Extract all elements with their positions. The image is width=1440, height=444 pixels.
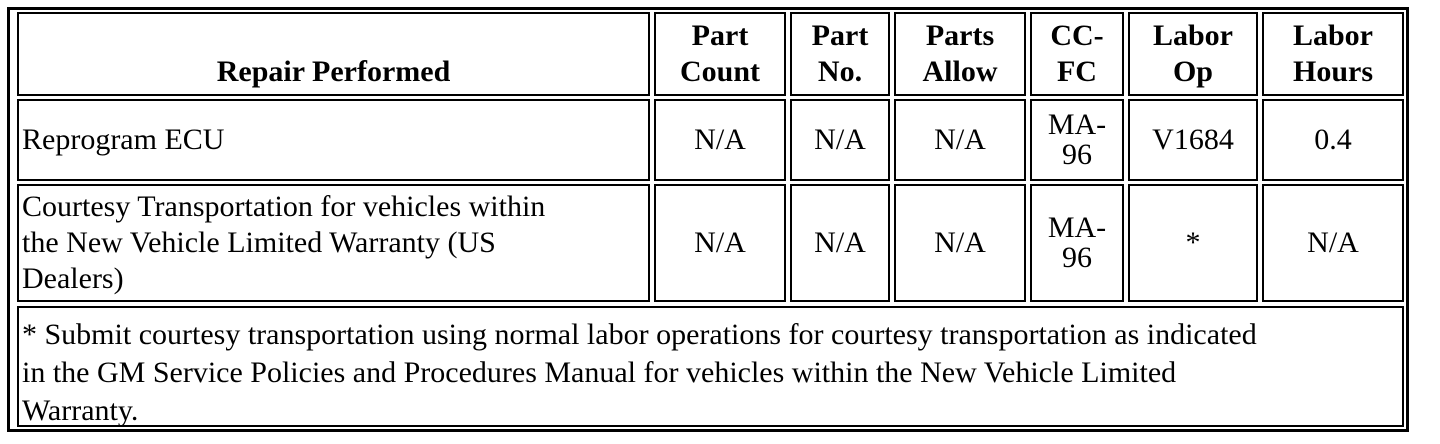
row1-labor-op [1128,99,1258,181]
row1-cc-fc-line1: MA- [1047,108,1107,141]
header-part-no [790,12,890,96]
row1-cc-fc [1030,99,1124,181]
row2-part-count [654,184,786,302]
row2-parts-allow-text: N/A [934,226,986,259]
header-labor-op [1128,12,1258,96]
header-labor-hours-line1: Labor [1292,19,1373,52]
row2-repair [17,184,650,302]
row1-labor-op-text: V1684 [1152,123,1234,156]
row2-cc-fc [1030,184,1124,302]
row1-parts-allow-text: N/A [934,123,986,156]
row1-parts-allow [894,99,1026,181]
header-parts-allow-line1: Parts [925,19,995,52]
row1-repair [17,99,650,181]
footnote-line1: * Submit courtesy transportation using normal labor operations for courtesy transportation as indicated [22,318,1257,351]
footnote [17,306,1404,427]
header-part-no-line2: No. [817,55,863,88]
header-labor-hours-line2: Hours [1292,55,1373,88]
row1-cc-fc-line2: 96 [1062,138,1092,171]
row1-part-count-text: N/A [694,123,746,156]
footnote-line2: in the GM Service Policies and Procedures Manual for vehicles within the New Vehicle Limited [22,356,1177,389]
row2-part-no [790,184,890,302]
row1-repair-text: Reprogram ECU [22,123,225,156]
row2-labor-hours-text: N/A [1307,226,1359,259]
footnote-line3: Warranty. [22,394,139,427]
header-cc-fc-line1: CC- [1050,19,1104,52]
row2-repair-line1: Courtesy Transportation for vehicles within [22,190,546,223]
header-cc-fc-line2: FC [1056,55,1097,88]
header-cc-fc [1030,12,1124,96]
header-labor-op-line2: Op [1172,55,1213,88]
row1-labor-hours-text: 0.4 [1314,123,1352,156]
row2-labor-hours [1262,184,1404,302]
header-labor-hours [1262,12,1404,96]
header-repair-performed [17,12,650,96]
row2-cc-fc-line1: MA- [1047,211,1107,244]
header-part-count-line1: Part [691,19,749,52]
header-labor-op-line1: Labor [1152,19,1233,52]
row2-cc-fc-line2: 96 [1062,241,1092,274]
row2-repair-line2: the New Vehicle Limited Warranty (US [22,226,496,259]
row1-part-count [654,99,786,181]
header-parts-allow [894,12,1026,96]
row2-labor-op-text: * [1185,226,1201,259]
row2-part-no-text: N/A [814,226,866,259]
row2-labor-op [1128,184,1258,302]
header-parts-allow-line2: Allow [922,55,998,88]
row1-labor-hours [1262,99,1404,181]
header-part-no-line1: Part [811,19,869,52]
row2-parts-allow [894,184,1026,302]
header-repair-performed-text: Repair Performed [216,55,451,88]
header-part-count-line2: Count [679,55,761,88]
row1-part-no-text: N/A [814,123,866,156]
row2-part-count-text: N/A [694,226,746,259]
header-part-count [654,12,786,96]
row1-part-no [790,99,890,181]
row2-repair-line3: Dealers) [22,262,124,295]
